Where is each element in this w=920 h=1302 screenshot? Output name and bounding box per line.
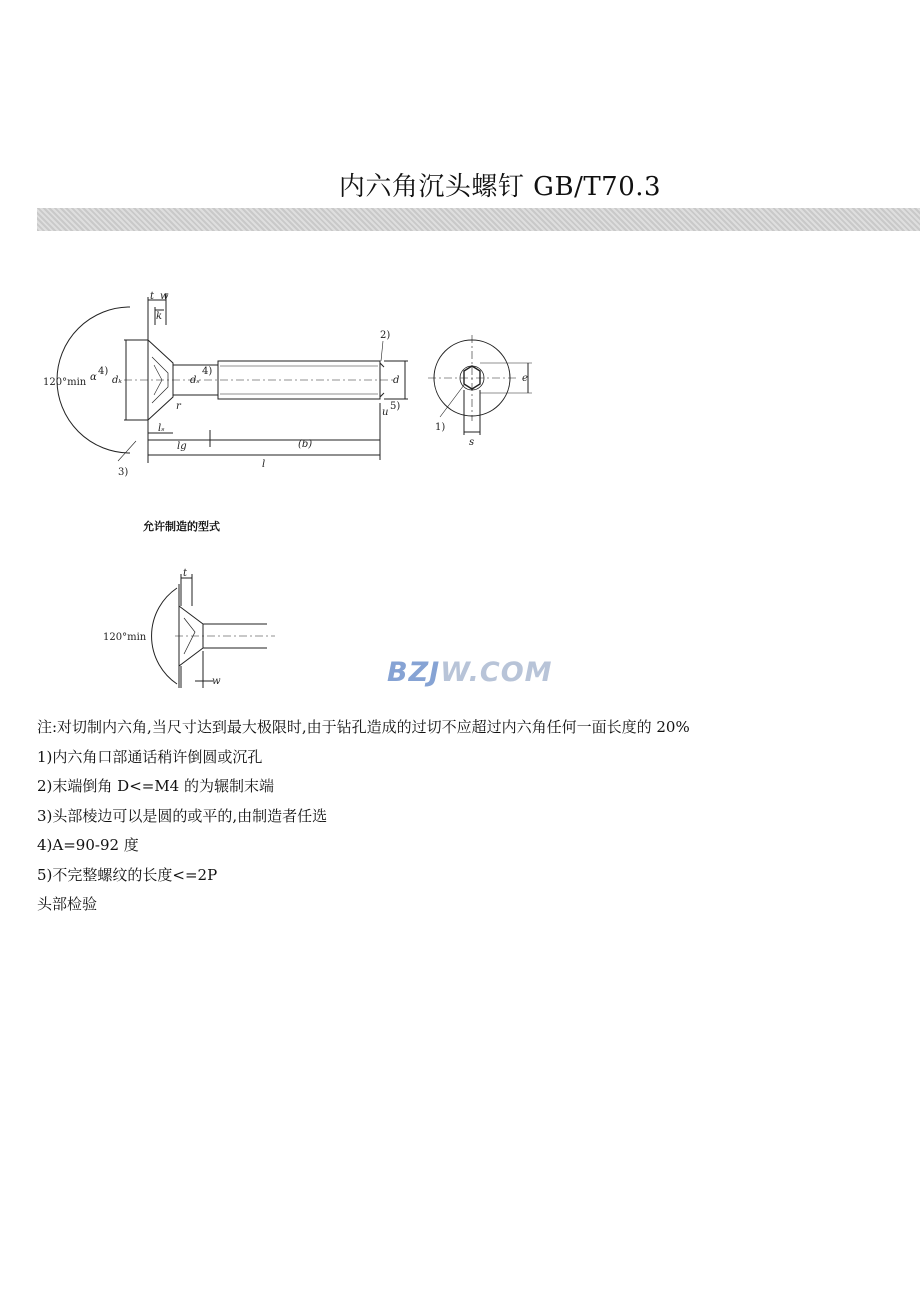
- angle-label-2: 120°min: [103, 632, 147, 643]
- alpha-label: α: [90, 372, 97, 383]
- note-line: 5)不完整螺纹的长度<=2P: [37, 865, 218, 884]
- u-note: 5): [390, 401, 401, 412]
- watermark-logo: [387, 657, 553, 688]
- note-line: 1)内六角口部通话稍许倒圆或沉孔: [37, 747, 263, 766]
- page-title: 内六角沉头螺钉 GB/T70.3: [338, 172, 662, 202]
- ls-label: lₛ: [158, 423, 165, 434]
- w-label: w: [160, 291, 169, 302]
- u-label: u: [382, 407, 389, 418]
- header-divider-bar: [37, 208, 920, 231]
- screw-drawing: [40, 285, 540, 485]
- l-label: l: [262, 459, 266, 470]
- ds-note: 4): [202, 366, 213, 377]
- note-line: 注:对切制内六角,当尺寸达到最大极限时,由于钻孔造成的过切不应超过内六角任何一面长度的 20%: [37, 718, 690, 736]
- note3-marker: 3): [118, 467, 129, 478]
- r-label: r: [176, 401, 181, 412]
- note1-marker: 1): [435, 422, 446, 433]
- note-line: 头部检验: [37, 895, 98, 913]
- lg-label: lg: [177, 441, 187, 452]
- s-label: s: [469, 437, 475, 448]
- alpha-note: 4): [98, 366, 109, 377]
- notes-section: [37, 713, 690, 920]
- dk-label: dₖ: [112, 375, 123, 386]
- ds-label: dₛ: [190, 375, 200, 386]
- t-label: t: [150, 291, 155, 302]
- figure-subtitle: 允许制造的型式: [143, 520, 220, 533]
- w-label-2: w: [212, 676, 221, 687]
- b-label: (b): [298, 439, 313, 450]
- note-line: 2)末端倒角 D<=M4 的为辗制末端: [37, 777, 274, 795]
- e-label: e: [522, 373, 528, 384]
- note-line: 3)头部棱边可以是圆的或平的,由制造者任选: [37, 806, 328, 825]
- watermark-part1: BZJ: [387, 657, 441, 688]
- k-label: k: [156, 311, 163, 322]
- note-line: 4)A=90-92 度: [37, 836, 139, 854]
- watermark-part2: W.COM: [440, 657, 553, 688]
- angle-label: 120°min: [43, 377, 87, 388]
- alternate-head-drawing: [95, 566, 295, 701]
- d-label: d: [393, 375, 400, 386]
- t-label-2: t: [183, 568, 188, 579]
- note2-marker: 2): [380, 330, 391, 341]
